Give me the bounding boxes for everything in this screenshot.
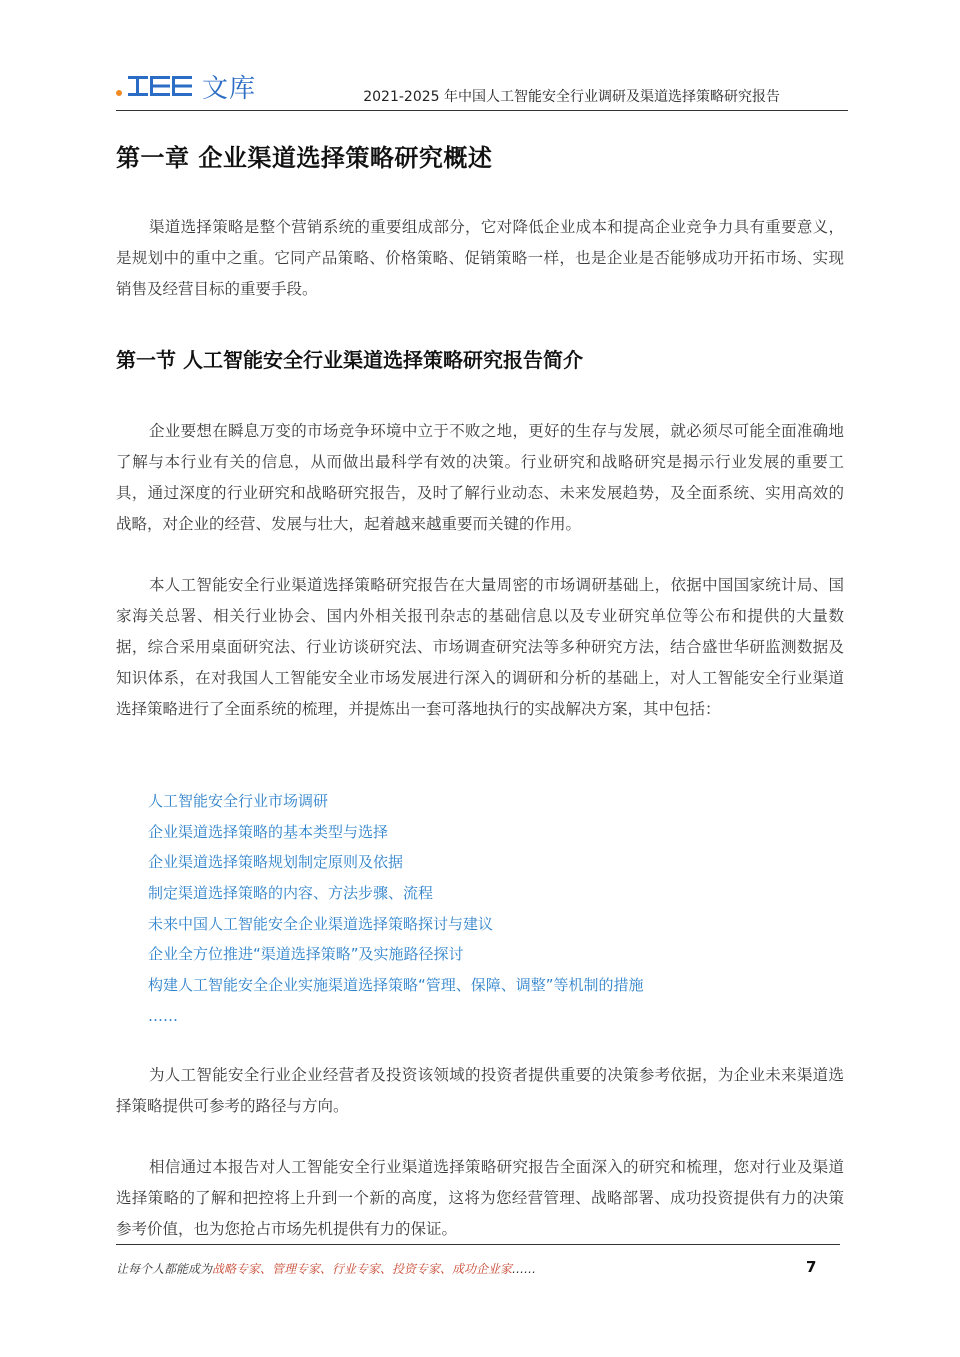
chapter-title: 第一章 企业渠道选择策略研究概述 [116,144,493,172]
logo-mark-icon [126,72,194,100]
footer-prefix: 让每个人都能成为 [116,1262,213,1276]
section-title: 第一节 人工智能安全行业渠道选择策略研究报告简介 [116,348,583,372]
closing-paragraph: 为人工智能安全行业企业经营者及投资该领域的投资者提供重要的决策参考依据，为企业未来渠道选择策略提供可参考的路径与方向。 [116,1066,844,1115]
contents-link[interactable]: 企业全方位推进“渠道选择策略”及实施路径探讨 [148,945,464,964]
contents-link[interactable]: 企业渠道选择策略规划制定原则及依据 [148,853,404,872]
logo-dot-icon [116,90,122,96]
contents-link[interactable]: 人工智能安全行业市场调研 [148,792,329,810]
contents-ellipsis: …… [148,1006,178,1025]
report-title: 2021-2025 年中国人工智能安全行业调研及渠道选择策略研究报告 [363,89,780,105]
footer-suffix: …… [512,1262,537,1276]
body-paragraph: 本人工智能安全行业渠道选择策略研究报告在大量周密的市场调研基础上，依据中国国家统计局、国家海关总署、相关行业协会、国内外相关报刊杂志的基础信息以及专业研究单位等公布和提供的大量数据，综合采用桌面研究法、行业访谈研究法、市场调查研究法等多种研究方法，结合盛世华研监测数据及知识体系，在对我国人工智能安全业市场发展进行深入的调研和分析的基础上，对人工智能安全行业渠道选择策略进行了全面系统的梳理，并提炼出一套可落地执行的实战解决方案，其中包括： [116,576,844,718]
contents-link[interactable]: 构建人工智能安全企业实施渠道选择策略“管理、保障、调整”等机制的措施 [148,976,644,995]
footer-divider [116,1244,840,1245]
page-number: 7 [806,1258,817,1276]
footer-roles: 战略专家、管理专家、行业专家、投资专家、成功企业家 [212,1262,513,1276]
contents-link[interactable]: 未来中国人工智能安全企业渠道选择策略探讨与建议 [148,914,494,933]
closing-paragraph: 相信通过本报告对人工智能安全行业渠道选择策略研究报告全面深入的研究和梳理，您对行业及渠道选择策略的了解和把控将上升到一个新的高度，这将为您经营管理、战略部署、成功投资提供有力的决策参考价值，也为您抢占市场先机提供有力的保证。 [116,1158,844,1238]
footer-slogan [116,1260,536,1277]
contents-list [148,786,644,1032]
header-divider [116,110,848,111]
logo-glyph-icon [126,72,194,100]
intro-paragraph: 渠道选择策略是整个营销系统的重要组成部分，它对降低企业成本和提高企业竞争力具有重要意义，是规划中的重中之重。它同产品策略、价格策略、促销策略一样，也是企业是否能够成功开拓市场、实现销售及经营目标的重要手段。 [116,218,844,298]
contents-link[interactable]: 企业渠道选择策略的基本类型与选择 [148,822,389,841]
body-paragraph: 企业要想在瞬息万变的市场竞争环境中立于不败之地，更好的生存与发展，就必须尽可能全面准确地了解与本行业有关的信息，从而做出最科学有效的决策。行业研究和战略研究是揭示行业发展的重要工具，通过深度的行业研究和战略研究报告，及时了解行业动态、未来发展趋势，及全面系统、实用高效的战略，对企业的经营、发展与壮大，起着越来越重要而关键的作用。 [116,422,844,533]
logo [116,70,256,102]
contents-link[interactable]: 制定渠道选择策略的内容、方法步骤、流程 [148,884,434,903]
logo-text: 文库 [202,73,257,104]
